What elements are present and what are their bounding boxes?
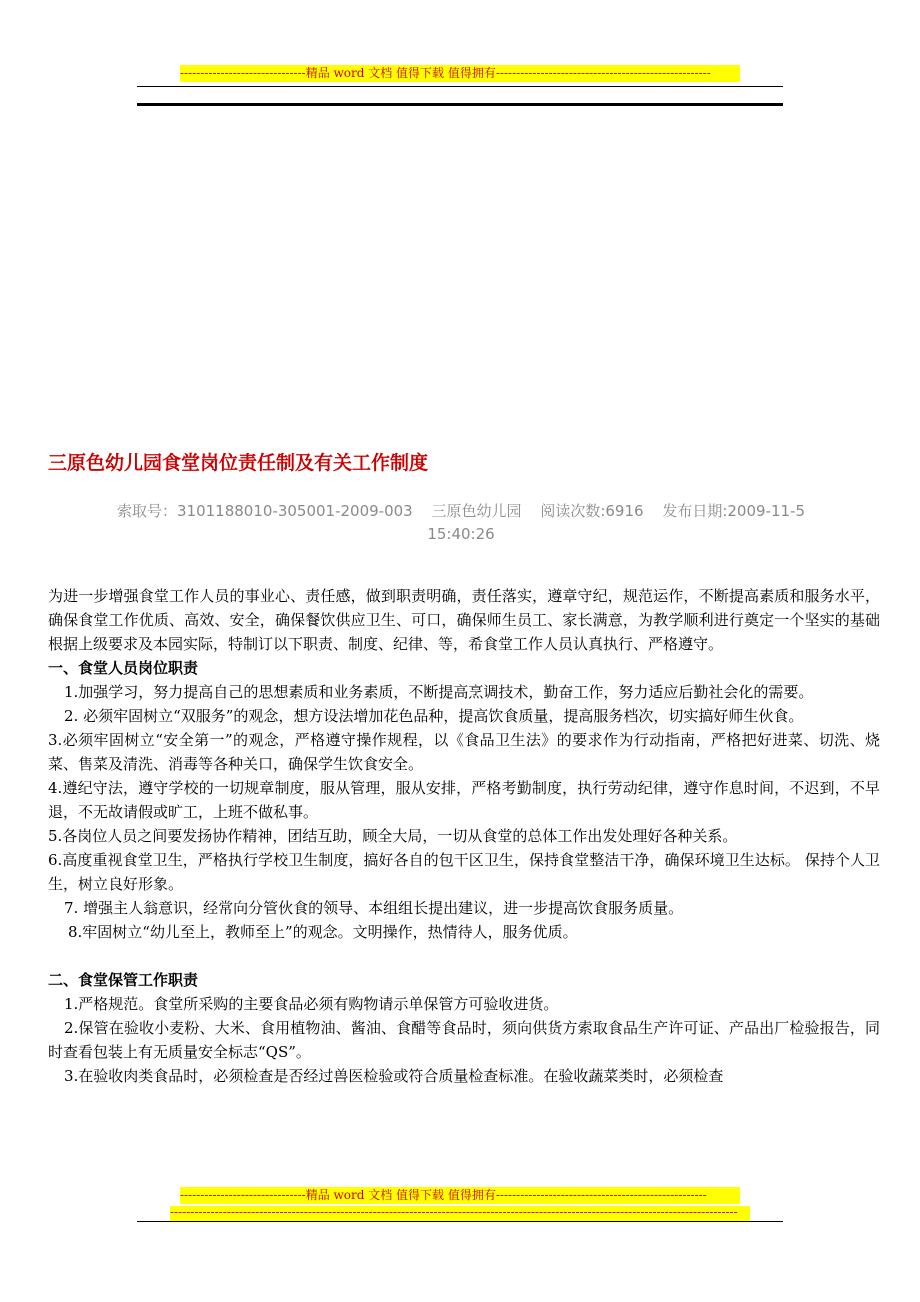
list-item: 3.在验收肉类食品时，必须检查是否经过兽医检验或符合质量检查标准。在验收蔬菜类时，必须检查 — [64, 1067, 724, 1085]
list-item: 3.必须牢固树立“安全第一”的观念，严格遵守操作规程，以《食品卫生法》的要求作为行动指南，严格把好进菜、切洗、烧菜、售菜及清洗、消毒等各种关口，确保学生饮食安全。 — [48, 731, 880, 773]
list-item: 5.各岗位人员之间要发扬协作精神，团结互助，顾全大局，一切从食堂的总体工作出发处理好各种关系。 — [48, 827, 738, 845]
article-body — [48, 584, 880, 1088]
list-item: 1.加强学习，努力提高自己的思想素质和业务素质，不断提高烹调技术，勤奋工作，努力适应后勤社会化的需要。 — [64, 683, 814, 701]
meta-publisher: 三原色幼儿园 — [431, 502, 522, 520]
section2-heading: 二、食堂保管工作职责 — [48, 971, 199, 989]
list-item: 2.保管在验收小麦粉、大米、食用植物油、酱油、食醋等食品时，须向供货方索取食品生产许可证、产品出厂检验报告，同时查看包装上有无质量安全标志“QS”。 — [48, 1019, 880, 1061]
meta-views: 阅读次数:6916 — [540, 502, 644, 520]
list-item: 4.遵纪守法，遵守学校的一切规章制度，服从管理，服从安排，严格考勤制度，执行劳动纪律，遵守作息时间，不迟到，不早退，不无故请假或旷工，上班不做私事。 — [48, 779, 880, 821]
list-item: 8.牢固树立“幼儿至上，教师至上”的观念。文明操作，热情待人，服务优质。 — [68, 923, 578, 941]
footer-banner: -------------------------------精品 word 文档 值得下载 值得拥有---------------------------------------------------- — [180, 1187, 740, 1204]
intro-paragraph: 为进一步增强食堂工作人员的事业心、责任感，做到职责明确，责任落实，遵章守纪，规范运作，不断提高素质和服务水平，确保食堂工作优质、高效、安全，确保餐饮供应卫生、可口，确保师生员工、家长满意，为教学顺利进行奠定一个坚实的基础根据上级要求及本园实际，特制订以下职责、制度、纪律、等，希食堂工作人员认真执行、严格遵守。 — [48, 587, 880, 653]
meta-index: 索取号：3101188010-305001-2009-003 — [116, 502, 413, 520]
header-rule-thick — [137, 103, 783, 106]
list-item: 1.严格规范。食堂所采购的主要食品必须有购物请示单保管方可验收进货。 — [64, 995, 559, 1013]
list-item: 6.高度重视食堂卫生，严格执行学校卫生制度，搞好各自的包干区卫生，保持食堂整洁干净，确保环境卫生达标。 保持个人卫生，树立良好形象。 — [48, 851, 880, 893]
footer-dashes: -------------------------------------------------------------------------------------------------------------------------------------------- — [170, 1206, 750, 1221]
meta-date: 发布日期:2009-11-5 — [662, 502, 806, 520]
header-banner: -------------------------------精品 word 文档 值得下载 值得拥有----------------------------------------------------- — [180, 65, 740, 82]
article-title: 三原色幼儿园食堂岗位责任制及有关工作制度 — [48, 452, 429, 474]
header-rule-thin — [137, 86, 783, 87]
list-item: 7. 增强主人翁意识，经常向分管伙食的领导、本组组长提出建议，进一步提高饮食服务质量。 — [64, 899, 684, 917]
section-spacer — [48, 944, 880, 968]
section1-heading: 一、食堂人员岗位职责 — [48, 659, 199, 677]
list-item: 2. 必须牢固树立“双服务”的观念，想方设法增加花色品种，提高饮食质量，提高服务档次，切实搞好师生伙食。 — [64, 707, 804, 725]
meta-time: 15:40:26 — [427, 525, 495, 543]
footer-rule — [137, 1221, 783, 1222]
article-meta — [48, 500, 874, 546]
